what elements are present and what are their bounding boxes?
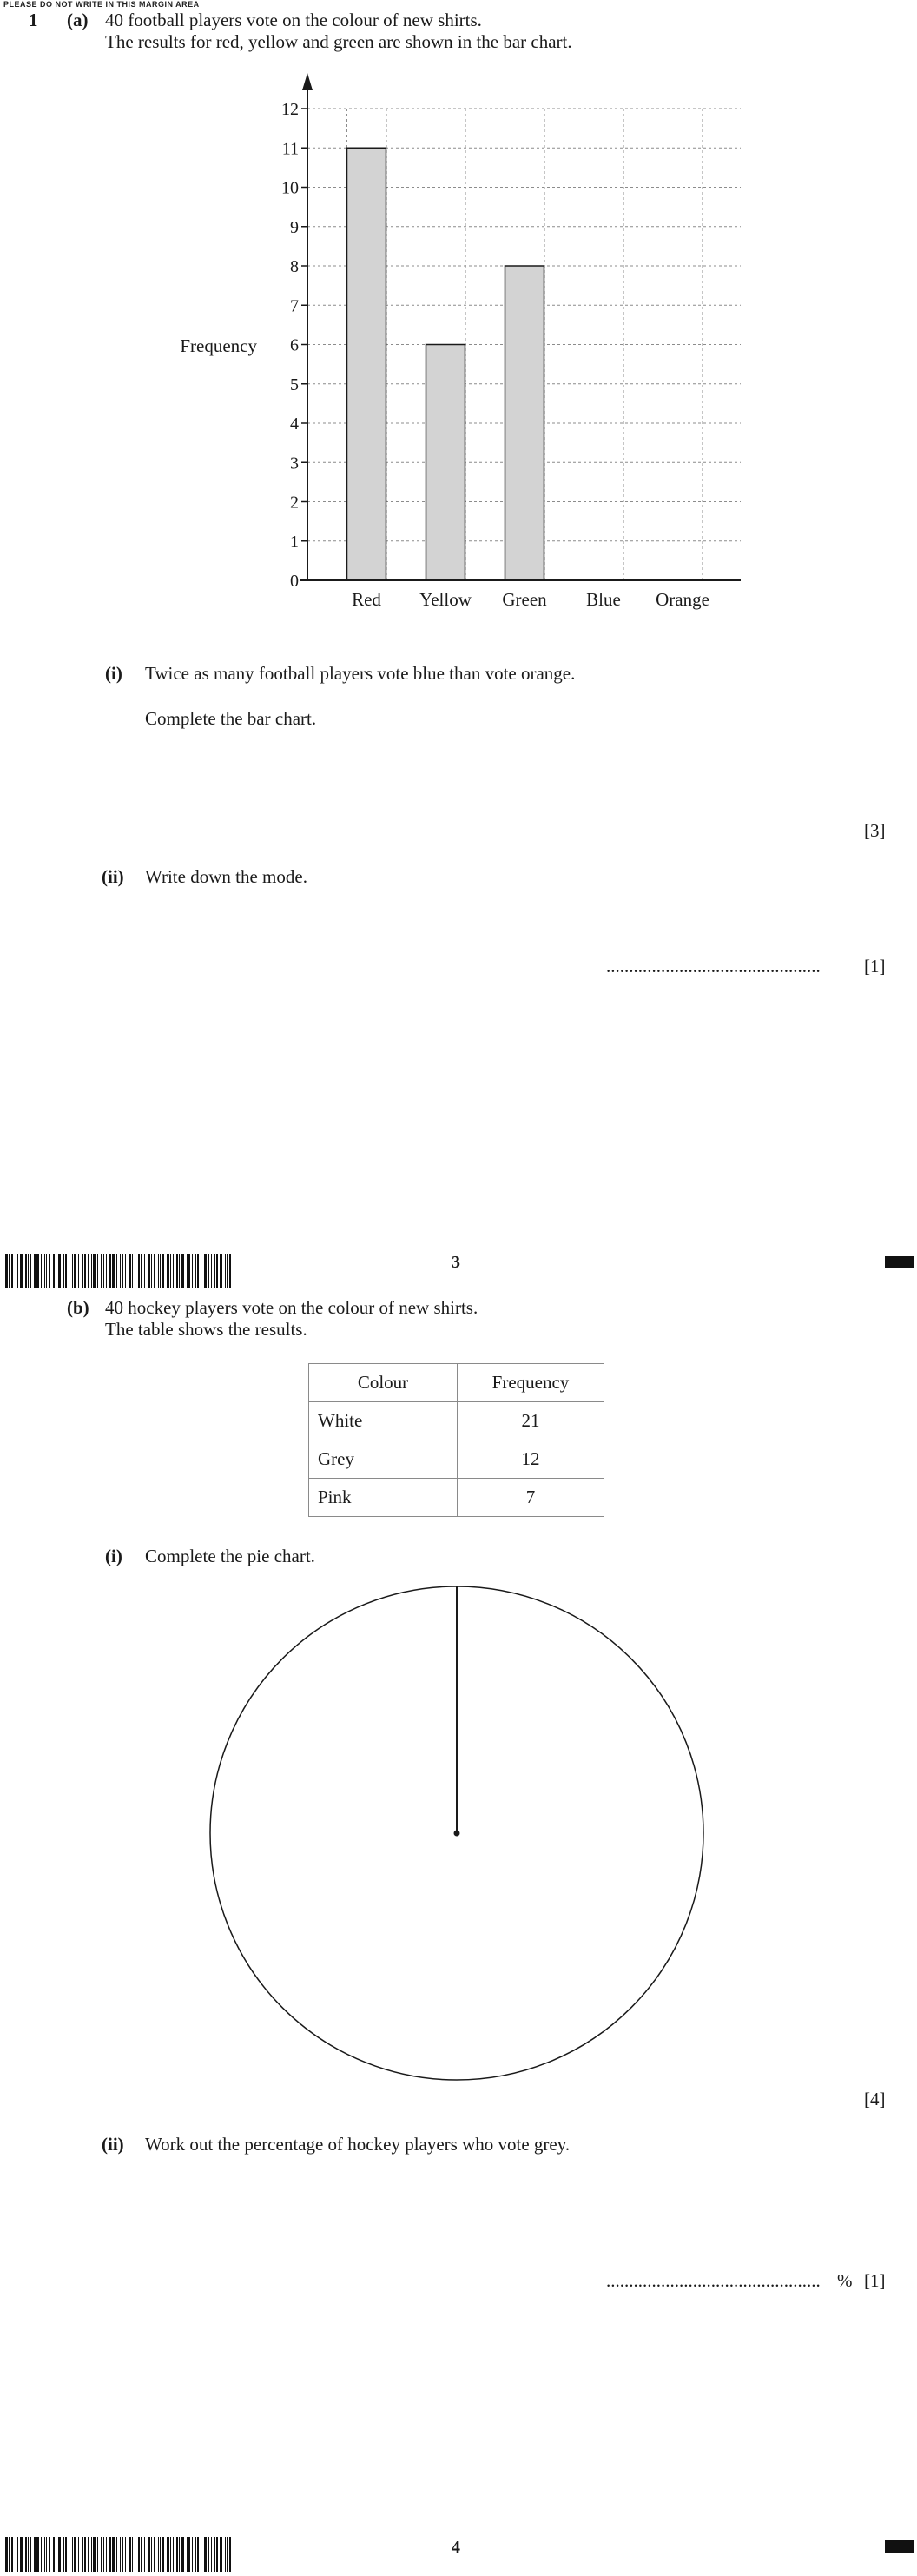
barcode-bar [28, 2537, 29, 2572]
barcode-bar [63, 1254, 64, 1288]
barcode-bar [36, 1254, 39, 1288]
y-tick-label: 9 [290, 217, 299, 237]
barcode-bar [216, 1254, 218, 1288]
barcode-bar [65, 2537, 67, 2572]
table-cell-frequency: 7 [458, 1479, 604, 1517]
barcode-bar [229, 2537, 231, 2572]
barcode-bar [138, 2537, 140, 2572]
barcode-bar [176, 1254, 178, 1288]
barcode-bar [197, 1254, 199, 1288]
table-cell-frequency: 21 [458, 1402, 604, 1440]
barcode-bar [138, 1254, 140, 1288]
page-barcode [5, 1254, 234, 1288]
barcode-bar [103, 2537, 104, 2572]
barcode-bar [91, 1254, 92, 1288]
barcode-bar [120, 1254, 121, 1288]
x-tick-label: Red [352, 589, 381, 610]
part-b-i-label: (i) [105, 1546, 122, 1566]
y-axis-arrow [302, 73, 313, 90]
barcode-bar [225, 2537, 226, 2572]
barcode-bar [148, 2537, 150, 2572]
barcode-bar [220, 2537, 222, 2572]
barcode-bar [204, 1254, 207, 1288]
pie-chart-centre-point [454, 1831, 460, 1837]
barcode-bar [214, 2537, 215, 2572]
barcode-bar [5, 2537, 8, 2572]
bar-green [505, 266, 544, 580]
part-a-i-marks: [3] [864, 820, 886, 841]
barcode-bar [116, 1254, 117, 1288]
barcode-bar [25, 2537, 27, 2572]
y-axis-label: Frequency [180, 335, 257, 356]
barcode-bar [53, 2537, 55, 2572]
barcode-bar [141, 2537, 142, 2572]
barcode-bar [101, 2537, 102, 2572]
barcode-bar [158, 2537, 159, 2572]
barcode-bar [208, 1254, 209, 1288]
barcode-bar [211, 2537, 212, 2572]
barcode-bar [188, 2537, 190, 2572]
barcode-bar [181, 2537, 184, 2572]
page-barcode [5, 2537, 234, 2572]
barcode-bar [229, 1254, 231, 1288]
barcode-bar [122, 2537, 123, 2572]
barcode-bar [82, 1254, 83, 1288]
page-number: 4 [452, 2538, 460, 2557]
barcode-bar [125, 1254, 126, 1288]
part-b-intro-line-1: 40 hockey players vote on the colour of new shirts. [105, 1297, 478, 1318]
barcode-bar [188, 1254, 190, 1288]
barcode-bar [9, 2537, 10, 2572]
barcode-bar [20, 1254, 23, 1288]
registration-mark [885, 2540, 914, 2553]
part-b-ii-text: Work out the percentage of hockey players who vote grey. [145, 2134, 571, 2155]
hockey-pie-chart [208, 1581, 709, 2085]
barcode-bar [208, 2537, 209, 2572]
barcode-bar [78, 2537, 79, 2572]
barcode-bar [160, 1254, 161, 1288]
barcode-bar [179, 2537, 180, 2572]
barcode-bar [120, 2537, 121, 2572]
barcode-bar [82, 2537, 83, 2572]
barcode-bar [78, 1254, 79, 1288]
barcode-bar [74, 1254, 76, 1288]
barcode-bar [129, 2537, 131, 2572]
barcode-bar [103, 1254, 104, 1288]
barcode-bar [84, 2537, 86, 2572]
barcode-bar [151, 1254, 152, 1288]
table-cell-colour: Grey [309, 1440, 458, 1479]
barcode-bar [88, 2537, 89, 2572]
barcode-bar [179, 1254, 180, 1288]
page-number: 3 [452, 1253, 460, 1272]
barcode-bar [148, 1254, 150, 1288]
barcode-bar [176, 2537, 178, 2572]
barcode-bar [167, 1254, 169, 1288]
barcode-bar [214, 1254, 215, 1288]
barcode-bar [158, 1254, 159, 1288]
barcode-bar [28, 1254, 29, 1288]
barcode-bar [227, 1254, 228, 1288]
barcode-bar [122, 1254, 123, 1288]
part-a-i-text: Twice as many football players vote blue than vote orange. [145, 663, 576, 684]
barcode-bar [93, 1254, 96, 1288]
barcode-bar [34, 2537, 36, 2572]
barcode-bar [30, 2537, 31, 2572]
bar-red [347, 148, 386, 580]
y-tick-label: 7 [290, 296, 299, 316]
table-row [309, 1479, 604, 1517]
barcode-bar [216, 2537, 218, 2572]
barcode-bar [30, 1254, 31, 1288]
barcode-bar [74, 2537, 76, 2572]
barcode-bar [109, 1254, 111, 1288]
header-margin-note: PLEASE DO NOT WRITE IN THIS MARGIN AREA [3, 0, 200, 9]
table-header-row [309, 1364, 604, 1402]
barcode-bar [227, 2537, 228, 2572]
barcode-bar [225, 1254, 226, 1288]
part-a-ii-text: Write down the mode. [145, 866, 307, 887]
barcode-bar [53, 1254, 55, 1288]
barcode-bar [11, 1254, 13, 1288]
barcode-bar [154, 1254, 155, 1288]
barcode-bar [106, 2537, 107, 2572]
table-cell-colour: Pink [309, 1479, 458, 1517]
barcode-bar [58, 1254, 61, 1288]
barcode-bar [181, 1254, 184, 1288]
part-b-ii-label: (ii) [102, 2134, 124, 2155]
bar-yellow [426, 345, 465, 581]
barcode-bar [49, 2537, 50, 2572]
part-a-i-label: (i) [105, 663, 122, 684]
barcode-bar [58, 2537, 61, 2572]
barcode-bar [154, 2537, 155, 2572]
part-b-ii-marks: [1] [864, 2270, 886, 2291]
barcode-bar [125, 2537, 126, 2572]
bar-chart-x-labels [352, 589, 709, 610]
y-tick-label: 4 [290, 414, 299, 434]
hockey-results-table [308, 1363, 604, 1517]
barcode-bar [195, 2537, 196, 2572]
barcode-bar [9, 1254, 10, 1288]
barcode-bar [46, 1254, 47, 1288]
registration-mark [885, 1256, 914, 1268]
part-a-label: (a) [67, 10, 89, 30]
barcode-bar [41, 2537, 42, 2572]
barcode-bar [132, 2537, 133, 2572]
barcode-bar [97, 2537, 98, 2572]
barcode-bar [197, 2537, 199, 2572]
barcode-bar [187, 2537, 188, 2572]
barcode-bar [192, 2537, 193, 2572]
barcode-bar [112, 1254, 115, 1288]
barcode-bar [46, 2537, 47, 2572]
barcode-bar [97, 1254, 98, 1288]
barcode-bar [141, 1254, 142, 1288]
part-b-intro-line-2: The table shows the results. [105, 1319, 307, 1340]
barcode-bar [63, 2537, 64, 2572]
question-number: 1 [29, 10, 38, 30]
table-header-frequency: Frequency [458, 1364, 604, 1402]
football-bar-chart [0, 0, 917, 626]
barcode-bar [109, 2537, 111, 2572]
y-tick-label: 10 [281, 178, 299, 198]
part-a-ii-marks: [1] [864, 956, 886, 977]
barcode-bar [84, 1254, 86, 1288]
table-cell-frequency: 12 [458, 1440, 604, 1479]
barcode-bar [170, 2537, 171, 2572]
x-tick-label: Green [502, 589, 547, 610]
barcode-bar [25, 1254, 27, 1288]
part-a-i-instruction: Complete the bar chart. [145, 708, 317, 729]
barcode-bar [187, 1254, 188, 1288]
y-tick-label: 5 [290, 374, 299, 394]
barcode-bar [34, 1254, 36, 1288]
y-tick-label: 0 [290, 572, 299, 591]
y-tick-label: 3 [290, 454, 299, 473]
barcode-bar [44, 1254, 45, 1288]
percentage-unit: % [837, 2270, 853, 2291]
part-b-label: (b) [67, 1297, 89, 1318]
barcode-bar [192, 1254, 193, 1288]
percentage-answer-line[interactable]: ............................................... [606, 2270, 821, 2291]
barcode-bar [41, 1254, 42, 1288]
part-b-i-marks: [4] [864, 2089, 886, 2109]
barcode-bar [17, 2537, 18, 2572]
barcode-bar [112, 2537, 115, 2572]
barcode-bar [167, 2537, 169, 2572]
barcode-bar [160, 2537, 161, 2572]
barcode-bar [65, 1254, 67, 1288]
y-tick-label: 2 [290, 493, 299, 513]
table-cell-colour: White [309, 1402, 458, 1440]
barcode-bar [11, 2537, 13, 2572]
part-a-intro-line-1: 40 football players vote on the colour of new shirts. [105, 10, 482, 30]
y-tick-label: 8 [290, 257, 299, 276]
barcode-bar [72, 2537, 73, 2572]
barcode-bar [204, 2537, 207, 2572]
barcode-bar [129, 1254, 131, 1288]
bar-chart-bars [347, 148, 544, 580]
barcode-bar [44, 2537, 45, 2572]
barcode-bar [36, 2537, 39, 2572]
barcode-bar [101, 1254, 102, 1288]
x-tick-label: Blue [586, 589, 621, 610]
part-a-intro-line-2: The results for red, yellow and green are shown in the bar chart. [105, 31, 572, 52]
y-tick-label: 1 [290, 532, 299, 552]
table-row [309, 1440, 604, 1479]
barcode-bar [144, 2537, 145, 2572]
part-a-ii-label: (ii) [102, 866, 124, 887]
x-tick-label: Yellow [419, 589, 472, 610]
barcode-bar [220, 1254, 222, 1288]
barcode-bar [91, 2537, 92, 2572]
barcode-bar [151, 2537, 152, 2572]
table-row [309, 1402, 604, 1440]
table-header-colour: Colour [309, 1364, 458, 1402]
barcode-bar [106, 1254, 107, 1288]
barcode-bar [17, 1254, 18, 1288]
barcode-bar [49, 1254, 50, 1288]
barcode-bar [173, 1254, 174, 1288]
barcode-bar [132, 1254, 133, 1288]
barcode-bar [170, 1254, 171, 1288]
barcode-bar [93, 2537, 96, 2572]
y-tick-label: 6 [290, 335, 299, 355]
barcode-bar [72, 1254, 73, 1288]
y-tick-label: 11 [281, 139, 299, 159]
y-tick-label: 12 [281, 100, 299, 119]
barcode-bar [144, 1254, 145, 1288]
barcode-bar [88, 1254, 89, 1288]
x-tick-label: Orange [656, 589, 709, 610]
bar-chart-y-ticks [281, 100, 307, 591]
barcode-bar [195, 1254, 196, 1288]
barcode-bar [116, 2537, 117, 2572]
barcode-bar [173, 2537, 174, 2572]
barcode-bar [20, 2537, 23, 2572]
barcode-bar [162, 2537, 164, 2572]
barcode-bar [162, 1254, 164, 1288]
barcode-bar [211, 1254, 212, 1288]
barcode-bar [5, 1254, 8, 1288]
part-b-i-text: Complete the pie chart. [145, 1546, 315, 1566]
mode-answer-line[interactable]: ............................................... [606, 956, 821, 977]
